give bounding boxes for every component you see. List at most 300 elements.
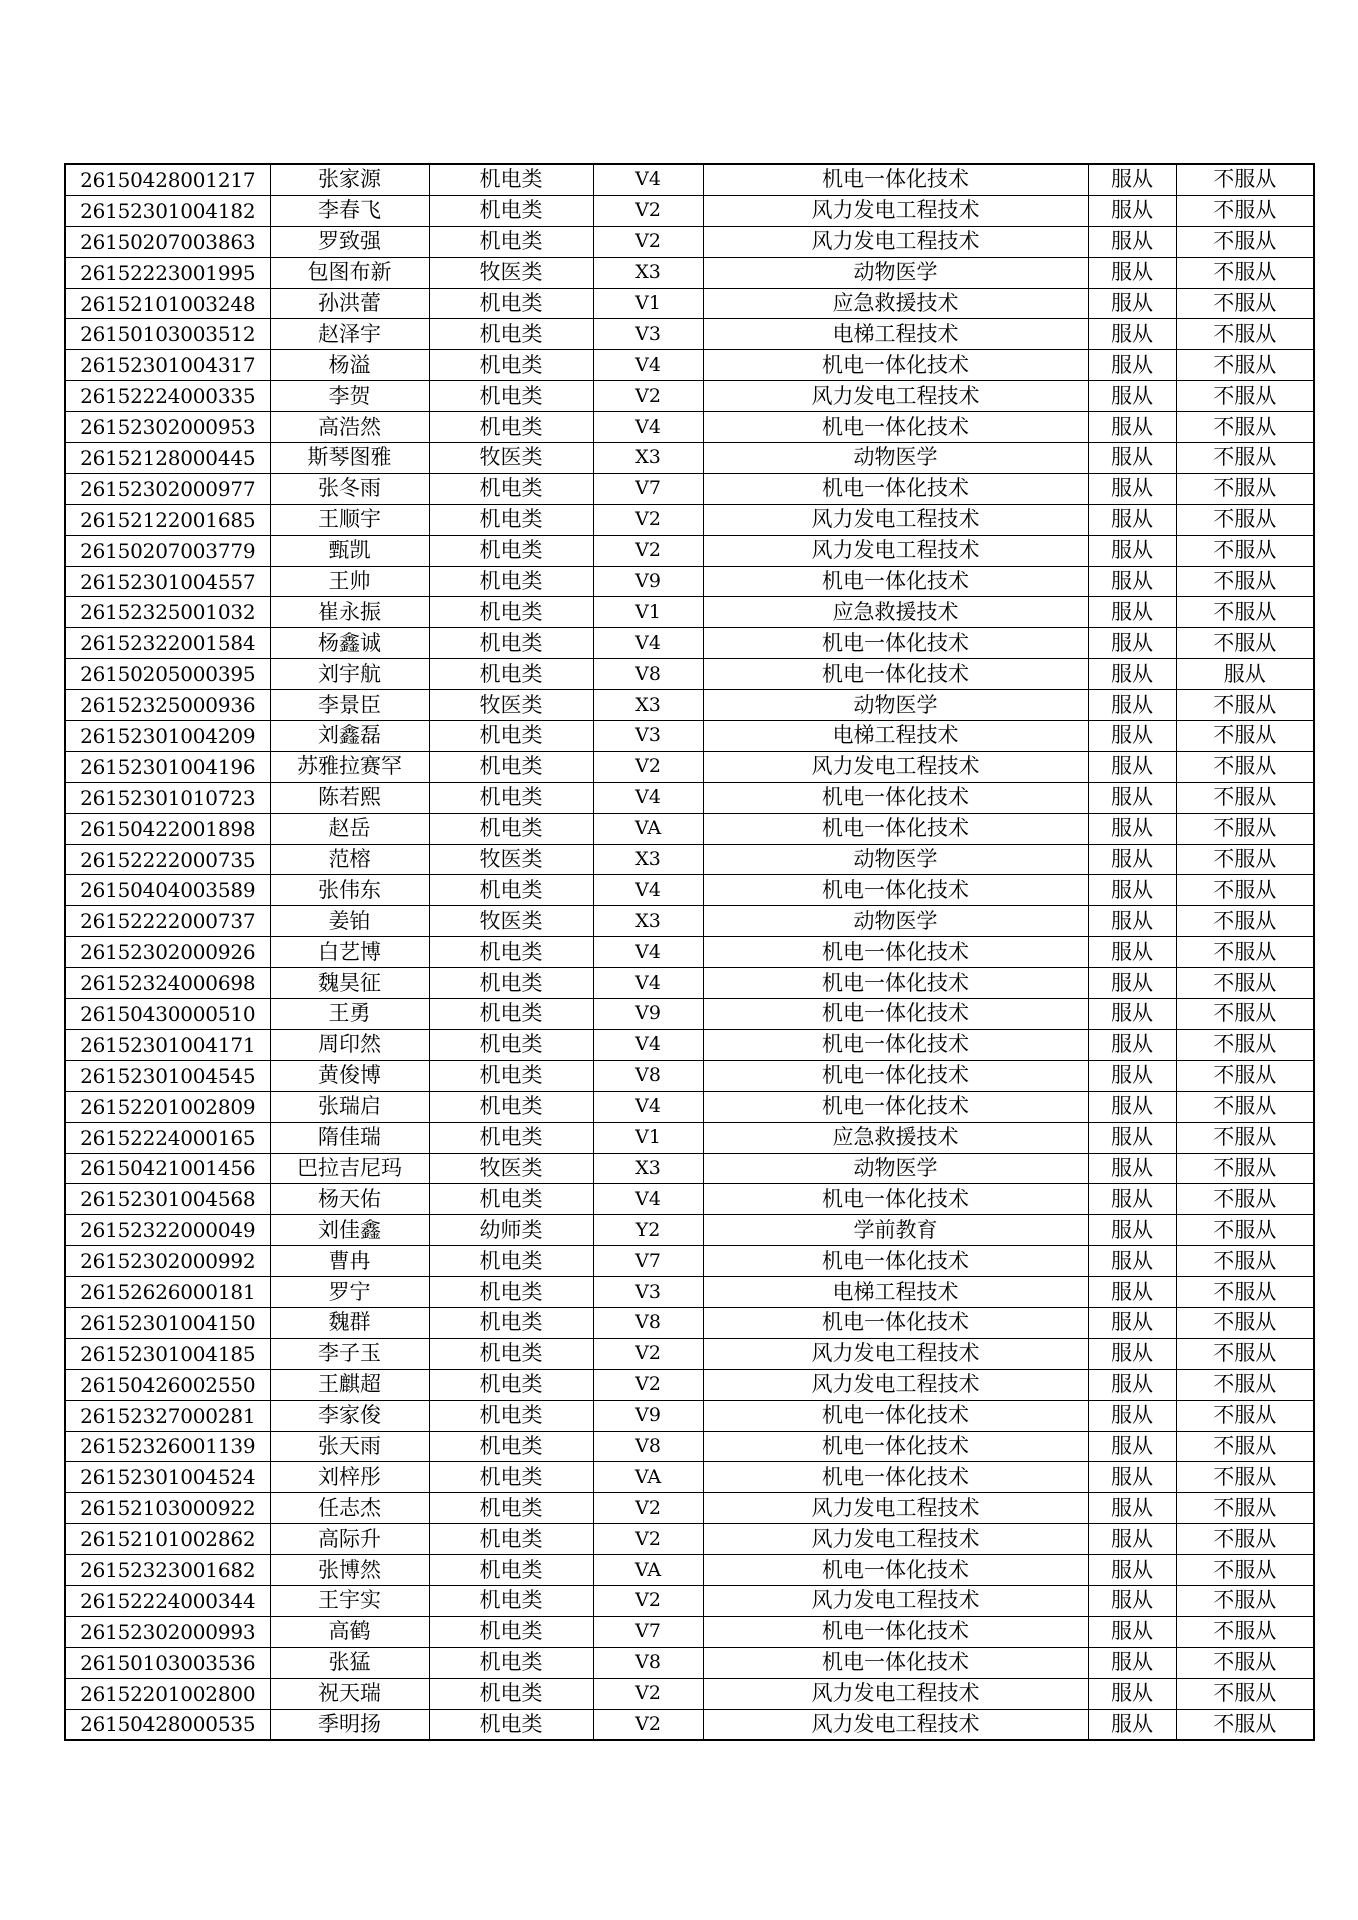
obey-cell: 服从 (1088, 937, 1176, 968)
category-cell: 机电类 (429, 1246, 593, 1277)
major-cell: 动物医学 (703, 1153, 1088, 1184)
exam-id-cell: 26152301004171 (65, 1029, 270, 1060)
obey-cell: 服从 (1088, 813, 1176, 844)
exam-id-cell: 26150428000535 (65, 1709, 270, 1740)
table-row (65, 288, 1314, 319)
exam-id-cell: 26152224000344 (65, 1585, 270, 1616)
code-cell: V2 (593, 1369, 703, 1400)
adjust-cell: 不服从 (1176, 1338, 1314, 1369)
adjust-cell: 不服从 (1176, 443, 1314, 474)
adjust-cell: 不服从 (1176, 875, 1314, 906)
obey-cell: 服从 (1088, 195, 1176, 226)
exam-id-cell: 26152101002862 (65, 1524, 270, 1555)
table-row (65, 1184, 1314, 1215)
code-cell: V8 (593, 659, 703, 690)
code-cell: V1 (593, 288, 703, 319)
category-cell: 机电类 (429, 1431, 593, 1462)
obey-cell: 服从 (1088, 350, 1176, 381)
code-cell: V2 (593, 1678, 703, 1709)
name-cell: 周印然 (270, 1029, 429, 1060)
table-row (65, 257, 1314, 288)
obey-cell: 服从 (1088, 751, 1176, 782)
major-cell: 风力发电工程技术 (703, 504, 1088, 535)
obey-cell: 服从 (1088, 319, 1176, 350)
adjust-cell: 不服从 (1176, 1029, 1314, 1060)
exam-id-cell: 26152322000049 (65, 1215, 270, 1246)
category-cell: 机电类 (429, 412, 593, 443)
code-cell: V4 (593, 1029, 703, 1060)
exam-id-cell: 26150426002550 (65, 1369, 270, 1400)
category-cell: 机电类 (429, 1184, 593, 1215)
adjust-cell: 不服从 (1176, 1184, 1314, 1215)
exam-id-cell: 26150428001217 (65, 164, 270, 195)
major-cell: 风力发电工程技术 (703, 535, 1088, 566)
code-cell: V2 (593, 1709, 703, 1740)
category-cell: 机电类 (429, 1555, 593, 1586)
name-cell: 张博然 (270, 1555, 429, 1586)
obey-cell: 服从 (1088, 782, 1176, 813)
name-cell: 刘宇航 (270, 659, 429, 690)
code-cell: V2 (593, 504, 703, 535)
obey-cell: 服从 (1088, 999, 1176, 1030)
adjust-cell: 不服从 (1176, 597, 1314, 628)
table-row (65, 1493, 1314, 1524)
adjust-cell: 不服从 (1176, 1153, 1314, 1184)
major-cell: 学前教育 (703, 1215, 1088, 1246)
major-cell: 风力发电工程技术 (703, 751, 1088, 782)
code-cell: V8 (593, 1060, 703, 1091)
exam-id-cell: 26150421001456 (65, 1153, 270, 1184)
table-row (65, 1616, 1314, 1647)
adjust-cell: 不服从 (1176, 1091, 1314, 1122)
table-row (65, 412, 1314, 443)
major-cell: 机电一体化技术 (703, 1647, 1088, 1678)
category-cell: 机电类 (429, 226, 593, 257)
code-cell: V8 (593, 1647, 703, 1678)
table-row (65, 473, 1314, 504)
name-cell: 包图布新 (270, 257, 429, 288)
major-cell: 风力发电工程技术 (703, 1524, 1088, 1555)
major-cell: 机电一体化技术 (703, 350, 1088, 381)
table-row (65, 1215, 1314, 1246)
exam-id-cell: 26152301004196 (65, 751, 270, 782)
category-cell: 机电类 (429, 566, 593, 597)
category-cell: 机电类 (429, 535, 593, 566)
code-cell: V3 (593, 1277, 703, 1308)
code-cell: X3 (593, 1153, 703, 1184)
exam-id-cell: 26152224000165 (65, 1122, 270, 1153)
exam-id-cell: 26152301004317 (65, 350, 270, 381)
major-cell: 机电一体化技术 (703, 659, 1088, 690)
code-cell: V2 (593, 1585, 703, 1616)
exam-id-cell: 26152322001584 (65, 628, 270, 659)
major-cell: 机电一体化技术 (703, 1555, 1088, 1586)
major-cell: 机电一体化技术 (703, 473, 1088, 504)
name-cell: 孙洪蕾 (270, 288, 429, 319)
table-row (65, 535, 1314, 566)
major-cell: 风力发电工程技术 (703, 195, 1088, 226)
name-cell: 张瑞启 (270, 1091, 429, 1122)
major-cell: 应急救援技术 (703, 288, 1088, 319)
adjust-cell: 不服从 (1176, 350, 1314, 381)
category-cell: 机电类 (429, 1493, 593, 1524)
table-row (65, 195, 1314, 226)
obey-cell: 服从 (1088, 1122, 1176, 1153)
major-cell: 机电一体化技术 (703, 412, 1088, 443)
code-cell: V4 (593, 628, 703, 659)
category-cell: 机电类 (429, 968, 593, 999)
obey-cell: 服从 (1088, 443, 1176, 474)
adjust-cell: 不服从 (1176, 751, 1314, 782)
name-cell: 高浩然 (270, 412, 429, 443)
obey-cell: 服从 (1088, 968, 1176, 999)
obey-cell: 服从 (1088, 1091, 1176, 1122)
category-cell: 机电类 (429, 1091, 593, 1122)
name-cell: 李景臣 (270, 690, 429, 721)
table-row (65, 1338, 1314, 1369)
major-cell: 动物医学 (703, 690, 1088, 721)
code-cell: Y2 (593, 1215, 703, 1246)
exam-id-cell: 26152301004557 (65, 566, 270, 597)
category-cell: 机电类 (429, 1678, 593, 1709)
adjust-cell: 不服从 (1176, 690, 1314, 721)
code-cell: VA (593, 1555, 703, 1586)
name-cell: 陈若熙 (270, 782, 429, 813)
adjust-cell: 不服从 (1176, 412, 1314, 443)
table-row (65, 1122, 1314, 1153)
exam-id-cell: 26152302000993 (65, 1616, 270, 1647)
major-cell: 风力发电工程技术 (703, 1585, 1088, 1616)
major-cell: 机电一体化技术 (703, 813, 1088, 844)
adjust-cell: 不服从 (1176, 1122, 1314, 1153)
category-cell: 机电类 (429, 319, 593, 350)
code-cell: V2 (593, 751, 703, 782)
code-cell: VA (593, 813, 703, 844)
table-row (65, 813, 1314, 844)
table-row (65, 690, 1314, 721)
table-row (65, 1029, 1314, 1060)
exam-id-cell: 26150103003536 (65, 1647, 270, 1678)
major-cell: 动物医学 (703, 906, 1088, 937)
table-row (65, 1524, 1314, 1555)
name-cell: 杨溢 (270, 350, 429, 381)
name-cell: 范榕 (270, 844, 429, 875)
adjust-cell: 不服从 (1176, 628, 1314, 659)
exam-id-cell: 26152326001139 (65, 1431, 270, 1462)
category-cell: 机电类 (429, 1122, 593, 1153)
adjust-cell: 不服从 (1176, 1060, 1314, 1091)
major-cell: 机电一体化技术 (703, 1462, 1088, 1493)
category-cell: 幼师类 (429, 1215, 593, 1246)
table-row (65, 1555, 1314, 1586)
obey-cell: 服从 (1088, 1493, 1176, 1524)
obey-cell: 服从 (1088, 690, 1176, 721)
adjust-cell: 不服从 (1176, 813, 1314, 844)
table-row (65, 875, 1314, 906)
adjust-cell: 不服从 (1176, 721, 1314, 752)
name-cell: 张天雨 (270, 1431, 429, 1462)
table-row (65, 1678, 1314, 1709)
name-cell: 李家俊 (270, 1400, 429, 1431)
table-row (65, 1431, 1314, 1462)
major-cell: 机电一体化技术 (703, 1246, 1088, 1277)
adjust-cell: 不服从 (1176, 1585, 1314, 1616)
table-row (65, 1647, 1314, 1678)
code-cell: X3 (593, 690, 703, 721)
name-cell: 苏雅拉赛罕 (270, 751, 429, 782)
major-cell: 机电一体化技术 (703, 1307, 1088, 1338)
category-cell: 机电类 (429, 288, 593, 319)
table-body (65, 164, 1314, 1740)
exam-id-cell: 26152324000698 (65, 968, 270, 999)
exam-id-cell: 26152101003248 (65, 288, 270, 319)
name-cell: 赵泽宇 (270, 319, 429, 350)
category-cell: 机电类 (429, 504, 593, 535)
name-cell: 罗宁 (270, 1277, 429, 1308)
major-cell: 机电一体化技术 (703, 1184, 1088, 1215)
category-cell: 机电类 (429, 628, 593, 659)
code-cell: X3 (593, 844, 703, 875)
code-cell: V4 (593, 782, 703, 813)
exam-id-cell: 26152301004182 (65, 195, 270, 226)
code-cell: X3 (593, 906, 703, 937)
category-cell: 牧医类 (429, 906, 593, 937)
category-cell: 机电类 (429, 473, 593, 504)
category-cell: 机电类 (429, 721, 593, 752)
adjust-cell: 不服从 (1176, 844, 1314, 875)
exam-id-cell: 26152302000953 (65, 412, 270, 443)
adjust-cell: 不服从 (1176, 1369, 1314, 1400)
obey-cell: 服从 (1088, 1616, 1176, 1647)
obey-cell: 服从 (1088, 1060, 1176, 1091)
category-cell: 机电类 (429, 751, 593, 782)
name-cell: 张冬雨 (270, 473, 429, 504)
table-row (65, 1277, 1314, 1308)
code-cell: V4 (593, 937, 703, 968)
major-cell: 机电一体化技术 (703, 628, 1088, 659)
code-cell: VA (593, 1462, 703, 1493)
adjust-cell: 服从 (1176, 659, 1314, 690)
category-cell: 牧医类 (429, 690, 593, 721)
exam-id-cell: 26152301010723 (65, 782, 270, 813)
adjust-cell: 不服从 (1176, 782, 1314, 813)
name-cell: 王麒超 (270, 1369, 429, 1400)
name-cell: 王勇 (270, 999, 429, 1030)
name-cell: 王宇实 (270, 1585, 429, 1616)
adjust-cell: 不服从 (1176, 1215, 1314, 1246)
adjust-cell: 不服从 (1176, 1555, 1314, 1586)
obey-cell: 服从 (1088, 597, 1176, 628)
table-row (65, 504, 1314, 535)
obey-cell: 服从 (1088, 535, 1176, 566)
obey-cell: 服从 (1088, 1184, 1176, 1215)
exam-id-cell: 26152301004568 (65, 1184, 270, 1215)
obey-cell: 服从 (1088, 1524, 1176, 1555)
category-cell: 机电类 (429, 195, 593, 226)
table-row (65, 659, 1314, 690)
table-row (65, 164, 1314, 195)
obey-cell: 服从 (1088, 1647, 1176, 1678)
adjust-cell: 不服从 (1176, 1524, 1314, 1555)
name-cell: 祝天瑞 (270, 1678, 429, 1709)
category-cell: 牧医类 (429, 1153, 593, 1184)
adjust-cell: 不服从 (1176, 226, 1314, 257)
obey-cell: 服从 (1088, 1678, 1176, 1709)
category-cell: 机电类 (429, 1709, 593, 1740)
name-cell: 张伟东 (270, 875, 429, 906)
exam-id-cell: 26152201002800 (65, 1678, 270, 1709)
adjust-cell: 不服从 (1176, 1246, 1314, 1277)
major-cell: 电梯工程技术 (703, 1277, 1088, 1308)
major-cell: 机电一体化技术 (703, 566, 1088, 597)
exam-id-cell: 26152323001682 (65, 1555, 270, 1586)
category-cell: 机电类 (429, 1524, 593, 1555)
exam-id-cell: 26152301004185 (65, 1338, 270, 1369)
table-row (65, 1246, 1314, 1277)
adjust-cell: 不服从 (1176, 473, 1314, 504)
major-cell: 风力发电工程技术 (703, 1709, 1088, 1740)
adjust-cell: 不服从 (1176, 164, 1314, 195)
code-cell: X3 (593, 443, 703, 474)
obey-cell: 服从 (1088, 1215, 1176, 1246)
category-cell: 机电类 (429, 813, 593, 844)
name-cell: 巴拉吉尼玛 (270, 1153, 429, 1184)
major-cell: 电梯工程技术 (703, 319, 1088, 350)
obey-cell: 服从 (1088, 1709, 1176, 1740)
obey-cell: 服从 (1088, 473, 1176, 504)
major-cell: 应急救援技术 (703, 1122, 1088, 1153)
name-cell: 高际升 (270, 1524, 429, 1555)
name-cell: 魏群 (270, 1307, 429, 1338)
code-cell: V7 (593, 473, 703, 504)
obey-cell: 服从 (1088, 1462, 1176, 1493)
category-cell: 机电类 (429, 1338, 593, 1369)
category-cell: 机电类 (429, 381, 593, 412)
exam-id-cell: 26150103003512 (65, 319, 270, 350)
adjust-cell: 不服从 (1176, 535, 1314, 566)
name-cell: 斯琴图雅 (270, 443, 429, 474)
obey-cell: 服从 (1088, 1338, 1176, 1369)
table-row (65, 999, 1314, 1030)
name-cell: 李子玉 (270, 1338, 429, 1369)
major-cell: 机电一体化技术 (703, 1029, 1088, 1060)
obey-cell: 服从 (1088, 1431, 1176, 1462)
name-cell: 赵岳 (270, 813, 429, 844)
major-cell: 风力发电工程技术 (703, 1678, 1088, 1709)
exam-id-cell: 26152302000977 (65, 473, 270, 504)
obey-cell: 服从 (1088, 226, 1176, 257)
name-cell: 杨鑫诚 (270, 628, 429, 659)
major-cell: 机电一体化技术 (703, 164, 1088, 195)
exam-id-cell: 26152325000936 (65, 690, 270, 721)
exam-id-cell: 26152224000335 (65, 381, 270, 412)
table-row (65, 381, 1314, 412)
major-cell: 机电一体化技术 (703, 1091, 1088, 1122)
adjust-cell: 不服从 (1176, 1307, 1314, 1338)
table-row (65, 443, 1314, 474)
category-cell: 机电类 (429, 1616, 593, 1647)
table-row (65, 597, 1314, 628)
obey-cell: 服从 (1088, 412, 1176, 443)
table-row (65, 1400, 1314, 1431)
code-cell: V7 (593, 1246, 703, 1277)
major-cell: 机电一体化技术 (703, 782, 1088, 813)
obey-cell: 服从 (1088, 1585, 1176, 1616)
category-cell: 机电类 (429, 1462, 593, 1493)
category-cell: 牧医类 (429, 257, 593, 288)
adjust-cell: 不服从 (1176, 1493, 1314, 1524)
obey-cell: 服从 (1088, 1369, 1176, 1400)
table-row (65, 968, 1314, 999)
adjust-cell: 不服从 (1176, 1431, 1314, 1462)
major-cell: 动物医学 (703, 257, 1088, 288)
table-row (65, 1585, 1314, 1616)
table-row (65, 628, 1314, 659)
category-cell: 机电类 (429, 659, 593, 690)
exam-id-cell: 26152122001685 (65, 504, 270, 535)
adjust-cell: 不服从 (1176, 906, 1314, 937)
obey-cell: 服从 (1088, 875, 1176, 906)
category-cell: 机电类 (429, 782, 593, 813)
code-cell: V4 (593, 1091, 703, 1122)
category-cell: 机电类 (429, 1029, 593, 1060)
code-cell: V2 (593, 1524, 703, 1555)
exam-id-cell: 26152301004524 (65, 1462, 270, 1493)
code-cell: V4 (593, 350, 703, 381)
exam-id-cell: 26152222000735 (65, 844, 270, 875)
obey-cell: 服从 (1088, 288, 1176, 319)
exam-id-cell: 26152302000992 (65, 1246, 270, 1277)
name-cell: 黄俊博 (270, 1060, 429, 1091)
code-cell: V2 (593, 381, 703, 412)
category-cell: 牧医类 (429, 443, 593, 474)
category-cell: 机电类 (429, 999, 593, 1030)
major-cell: 风力发电工程技术 (703, 1338, 1088, 1369)
exam-id-cell: 26152301004209 (65, 721, 270, 752)
code-cell: V4 (593, 1184, 703, 1215)
adjust-cell: 不服从 (1176, 566, 1314, 597)
adjust-cell: 不服从 (1176, 1709, 1314, 1740)
name-cell: 刘梓彤 (270, 1462, 429, 1493)
code-cell: V3 (593, 721, 703, 752)
exam-id-cell: 26150404003589 (65, 875, 270, 906)
table-row (65, 1369, 1314, 1400)
category-cell: 机电类 (429, 937, 593, 968)
major-cell: 机电一体化技术 (703, 1400, 1088, 1431)
major-cell: 风力发电工程技术 (703, 226, 1088, 257)
table-row (65, 1060, 1314, 1091)
code-cell: V9 (593, 566, 703, 597)
major-cell: 机电一体化技术 (703, 968, 1088, 999)
major-cell: 机电一体化技术 (703, 1060, 1088, 1091)
major-cell: 风力发电工程技术 (703, 1369, 1088, 1400)
student-table (64, 163, 1315, 1741)
code-cell: V2 (593, 195, 703, 226)
adjust-cell: 不服从 (1176, 1678, 1314, 1709)
name-cell: 刘鑫磊 (270, 721, 429, 752)
category-cell: 机电类 (429, 164, 593, 195)
exam-id-cell: 26150422001898 (65, 813, 270, 844)
exam-id-cell: 26152325001032 (65, 597, 270, 628)
code-cell: V4 (593, 968, 703, 999)
name-cell: 白艺博 (270, 937, 429, 968)
category-cell: 机电类 (429, 1369, 593, 1400)
code-cell: V1 (593, 1122, 703, 1153)
name-cell: 曹冉 (270, 1246, 429, 1277)
category-cell: 机电类 (429, 1307, 593, 1338)
table-row (65, 1709, 1314, 1740)
obey-cell: 服从 (1088, 906, 1176, 937)
